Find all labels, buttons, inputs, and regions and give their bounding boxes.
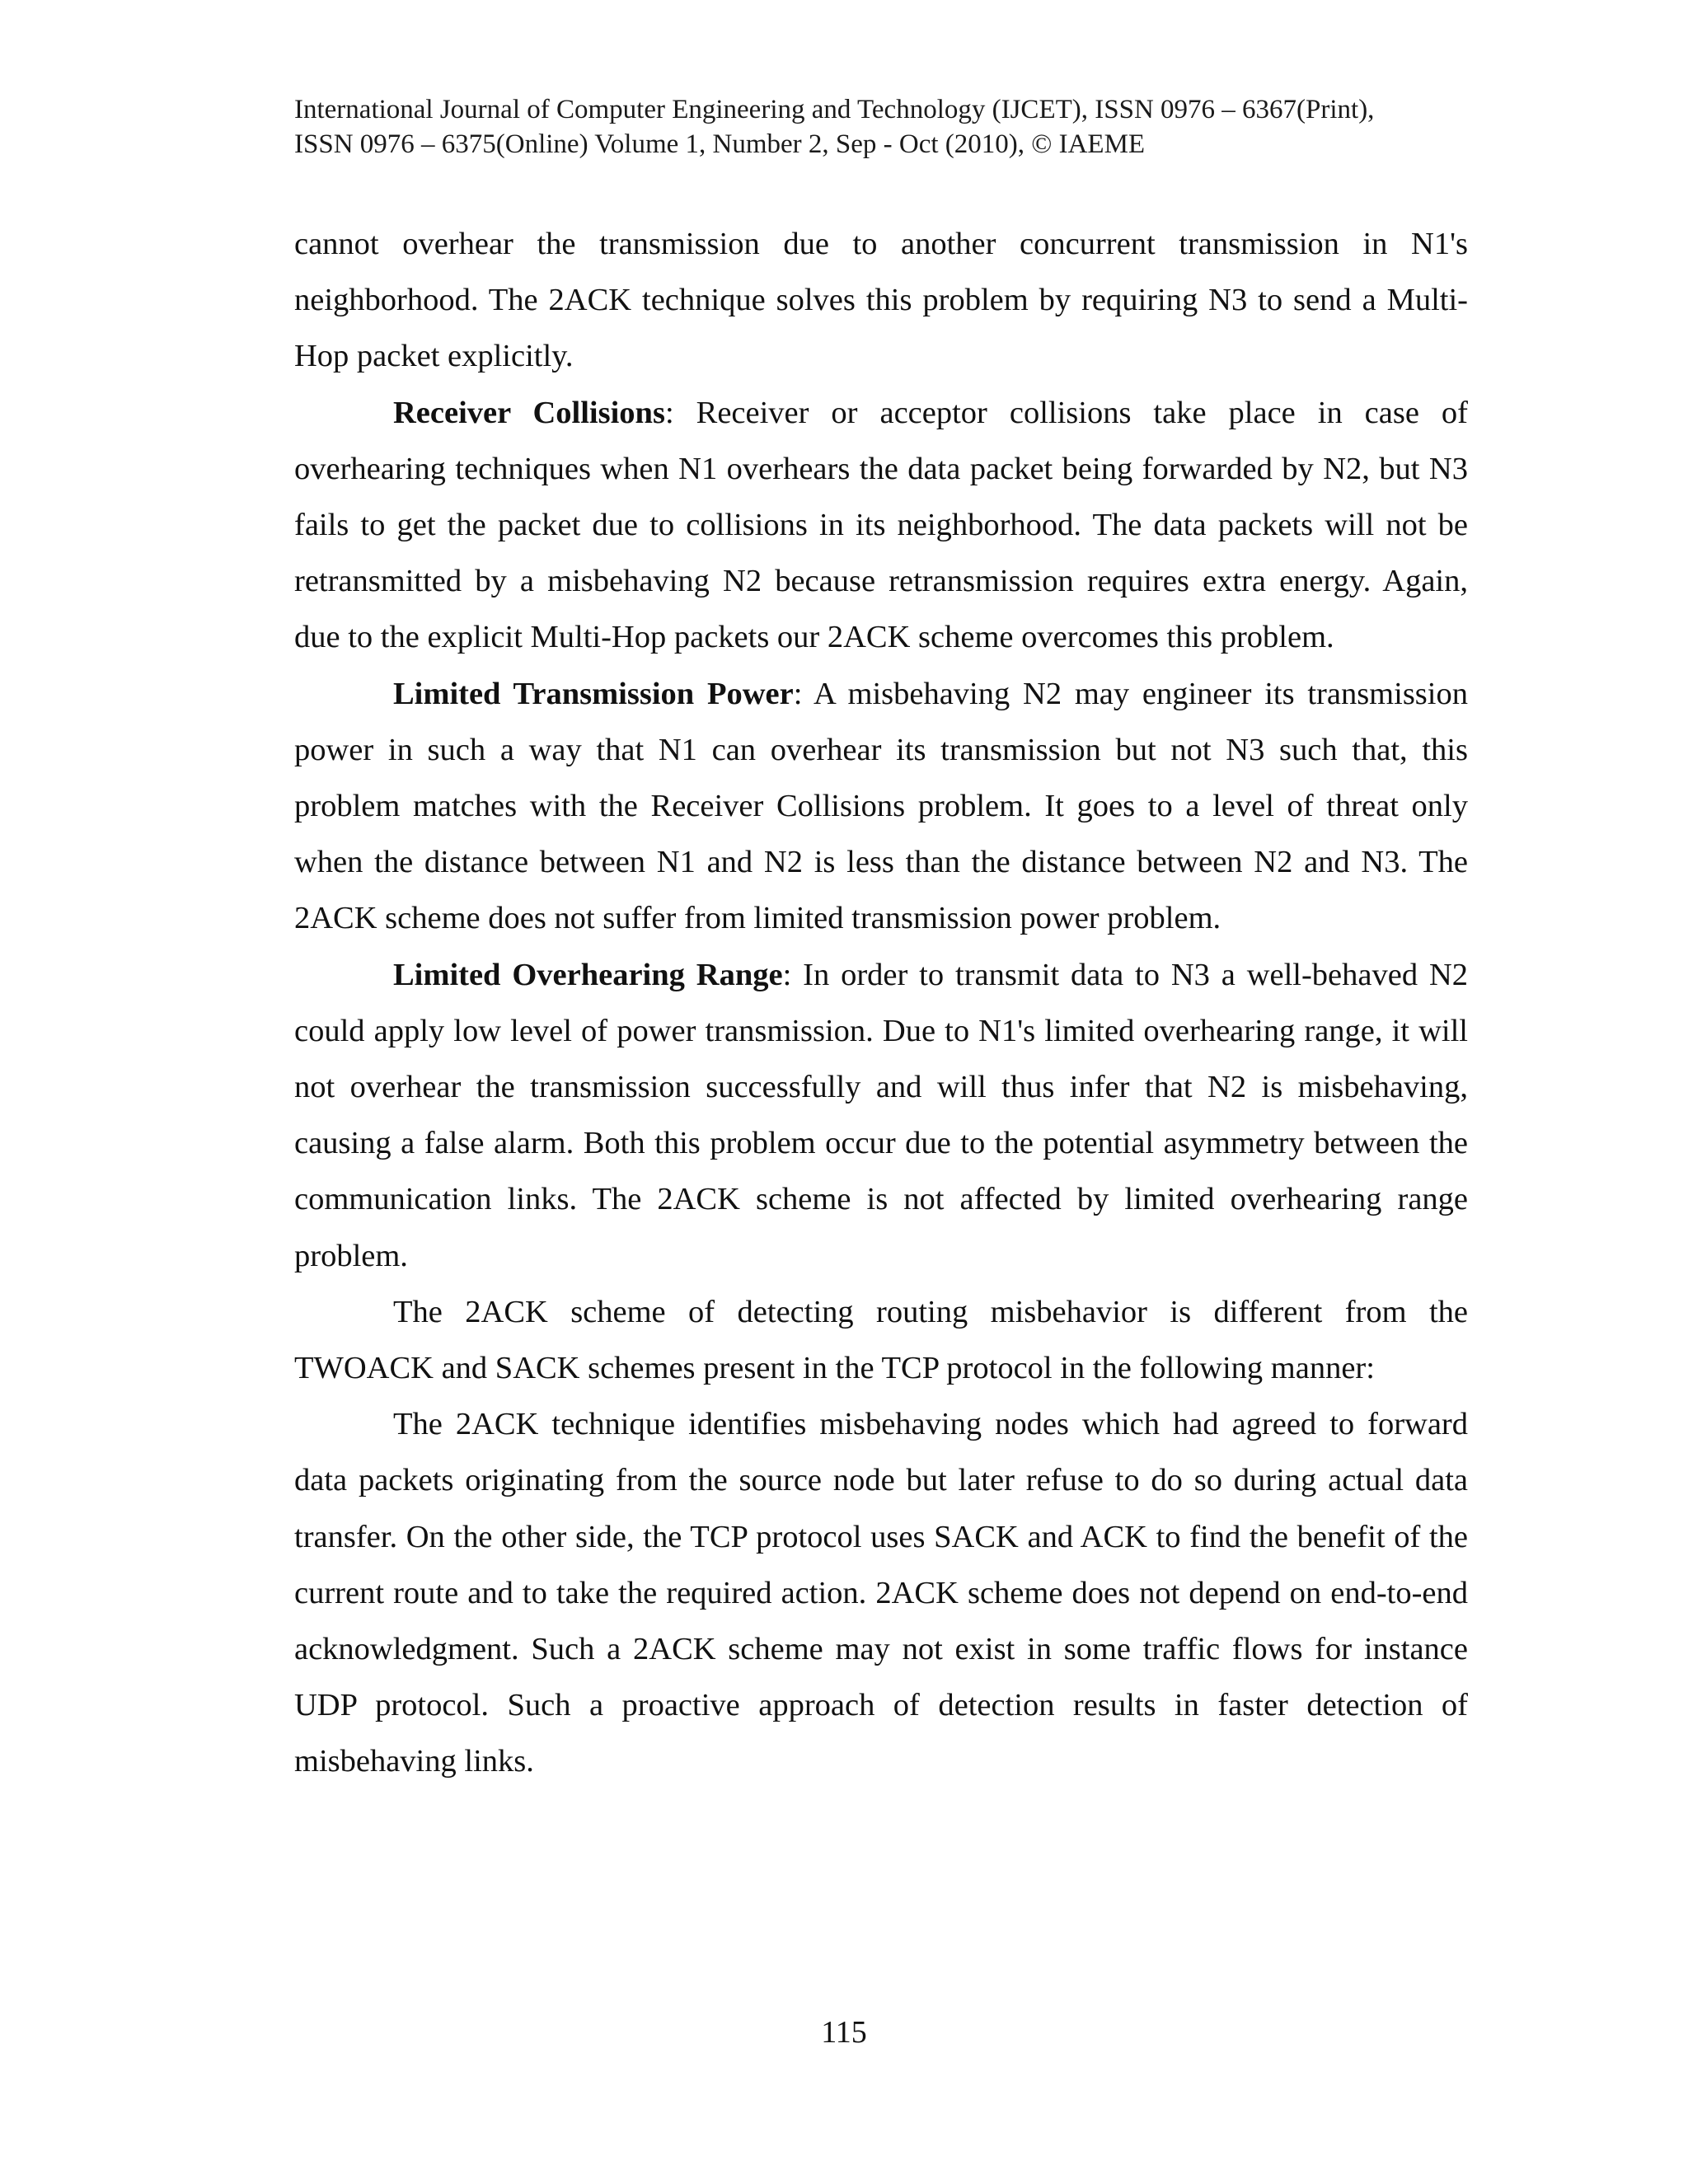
heading-receiver-collisions: Receiver Collisions <box>393 395 665 430</box>
text-limited-transmission-power: : A misbehaving N2 may engineer its transmission power in such a way that N1 can overhear its transmission but not N3 such that, this problem matches with the Receiver Collisions problem. It goes to a level of threat only when the distance between N1 and N2 is less than the distance between N2 and N3. The 2ACK scheme does not suffer from limited transmission power problem. <box>294 676 1468 936</box>
text-limited-overhearing-range: : In order to transmit data to N3 a well-behaved N2 could apply low level of power transmission. Due to N1's limited overhearing range, it will not overhear the transmission successfully and will thus infer that N2 is misbehaving, causing a false alarm. Both this problem occur due to the potential asymmetry between the communication links. The 2ACK scheme is not affected by limited overhearing range problem. <box>294 957 1468 1273</box>
paragraph-continuation: cannot overhear the transmission due to another concurrent transmission in N1's neighborhood. The 2ACK technique solves this problem by requiring N3 to send a Multi-Hop packet explicitly. <box>294 227 1468 374</box>
journal-header-line-2: ISSN 0976 – 6375(Online) Volume 1, Number 2, Sep - Oct (2010), © IAEME <box>294 129 1146 159</box>
page-number: 115 <box>821 2015 867 2050</box>
paragraph-2ack-technique: The 2ACK technique identifies misbehaving nodes which had agreed to forward data packets originating from the source node but later refuse to do so during actual data transfer. On the other side, the TCP protocol uses SACK and ACK to find the benefit of the current route and to take the required action. 2ACK scheme does not depend on end-to-end acknowledgment. Such a 2ACK scheme may not exist in some traffic flows for instance UDP protocol. Such a proactive approach of detection results in faster detection of misbehaving links. <box>294 1407 1468 1779</box>
text-receiver-collisions: : Receiver or acceptor collisions take place in case of overhearing techniques when N1 overhears the data packet being forwarded by N2, but N3 fails to get the packet due to collisions in its neighborhood. The data packets will not be retransmitted by a misbehaving N2 because retransmission requires extra energy. Again, due to the explicit Multi-Hop packets our 2ACK scheme overcomes this problem. <box>294 395 1468 655</box>
paragraph-scheme-comparison: The 2ACK scheme of detecting routing misbehavior is different from the TWOACK and SACK schemes present in the TCP protocol in the following manner: <box>294 1294 1468 1386</box>
paragraph-limited-transmission-power <box>294 666 1468 947</box>
paragraph-limited-overhearing-range <box>294 947 1468 1284</box>
heading-limited-transmission-power: Limited Transmission Power <box>393 676 794 711</box>
journal-header-line-1: International Journal of Computer Engineering and Technology (IJCET), ISSN 0976 – 6367(Print), <box>294 95 1375 124</box>
heading-limited-overhearing-range: Limited Overhearing Range <box>393 957 783 992</box>
journal-header <box>294 92 1448 162</box>
body-text <box>294 216 1468 1790</box>
paragraph-receiver-collisions <box>294 385 1468 666</box>
